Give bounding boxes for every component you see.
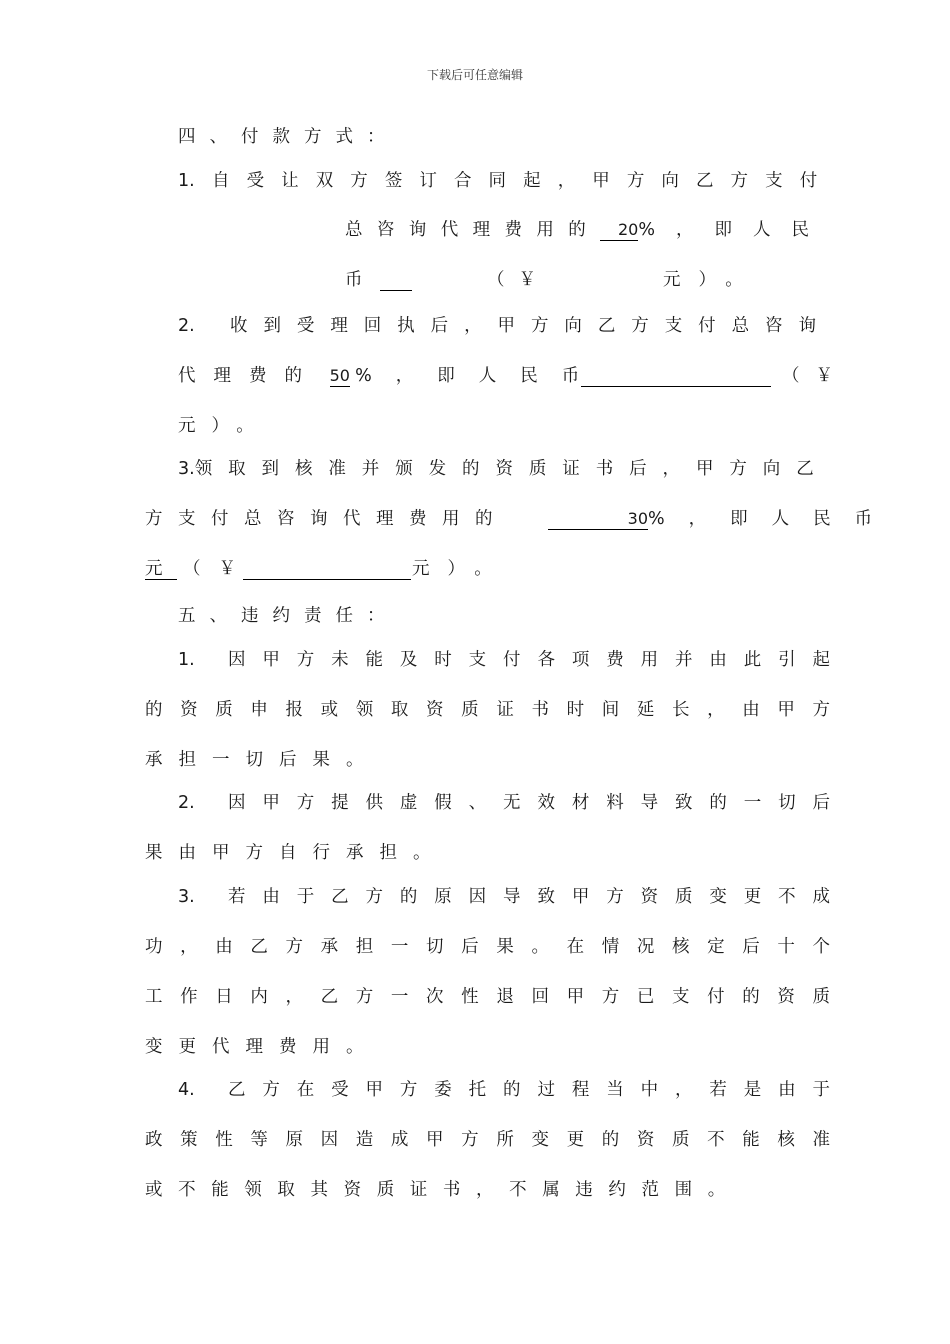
s4-item2-pct: 50	[329, 365, 350, 385]
s4-item2-line3: 元）。	[178, 416, 270, 436]
s5-item4-line3: 或不能领取其资质证书，不属违约范围。	[145, 1180, 741, 1200]
s4-item1-line1	[178, 168, 830, 194]
s5-item3-line1	[178, 884, 830, 910]
s4-item3-line1	[178, 456, 830, 482]
s4-item2-yen: （￥	[782, 366, 849, 386]
s4-item2-line1	[178, 313, 830, 339]
s5-item1-line2: 的资质申报或领取资质证书时间延长，由甲方	[145, 700, 830, 720]
s4-item1-text2a: 总咨询代理费用的	[345, 220, 601, 240]
s4-item1-yuan: 元）。	[663, 270, 761, 290]
page-header: 下载后可任意编辑	[426, 68, 523, 82]
s4-item3-yuan: 元）。	[412, 559, 510, 579]
s4-item3-text1: 领取到核准并颁发的资质证书后，甲方向乙	[194, 459, 827, 479]
s5-item3-line2: 功，由乙方承担一切后果。在情况核定后十个	[145, 937, 830, 957]
s5-item1-num: 1.	[178, 650, 195, 670]
s4-item1-amount-blank	[380, 270, 412, 291]
s4-item1-yen: （￥	[487, 270, 550, 290]
s5-item2-text1: 因甲方提供虚假、无效材料导致的一切后	[228, 793, 830, 813]
s5-item4-text1: 乙方在受甲方委托的过程当中，若是由于	[228, 1080, 830, 1100]
s4-item1-pct: 20	[600, 220, 638, 241]
s5-item1-line1	[178, 647, 830, 673]
s5-item1-text1: 因甲方未能及时支付各项费用并由此引起	[228, 650, 830, 670]
s5-item3-line3: 工作日内，乙方一次性退回甲方已支付的资质	[145, 987, 830, 1007]
s4-item1-text1: 自受让双方签订合同起，甲方向乙方支付	[212, 171, 830, 191]
s4-item2-amount-blank	[581, 366, 771, 387]
s5-item3-text1: 若由于乙方的原因导致甲方资质变更不成	[228, 887, 830, 907]
s4-item3-amount-blank	[243, 559, 411, 580]
s5-item4-num: 4.	[178, 1080, 195, 1100]
s5-item3-num: 3.	[178, 887, 195, 907]
s4-item3-pct: 30	[548, 509, 648, 530]
s4-item3-line2	[145, 506, 897, 532]
s4-item2-text2b: %，即人民币	[355, 366, 604, 386]
s4-item1-num: 1.	[178, 171, 195, 191]
s4-item1-text3a: 币	[345, 270, 363, 290]
s4-item2-text2a: 代理费的	[178, 366, 320, 386]
s5-item2-line1	[178, 790, 830, 816]
s4-item3-line3	[145, 556, 545, 582]
s4-item2-num: 2.	[178, 316, 195, 336]
s4-item3-text2a: 方支付总咨询代理费用的	[145, 509, 508, 529]
s4-item2-text1: 收到受理回执后，甲方向乙方支付总咨询	[230, 316, 830, 336]
s4-item1-line3	[345, 267, 761, 293]
s4-item3-num: 3.	[178, 459, 195, 479]
s5-item2-num: 2.	[178, 793, 195, 813]
s4-item3-text2b: %，即人民币	[648, 509, 897, 529]
s4-item1-text2b: %，即人民	[638, 220, 830, 240]
s4-item3-yen: （￥	[183, 559, 254, 579]
s5-item2-line2: 果由甲方自行承担。	[145, 843, 447, 863]
s5-item3-line4: 变更代理费用。	[145, 1037, 380, 1057]
s5-item4-line1	[178, 1077, 830, 1103]
section-5-title: 五、违约责任：	[178, 606, 399, 626]
s5-item1-line3: 承担一切后果。	[145, 750, 380, 770]
section-4-title: 四、付款方式：	[178, 127, 399, 147]
s4-item2-line2	[178, 363, 849, 389]
s5-item4-line2: 政策性等原因造成甲方所变更的资质不能核准	[145, 1130, 830, 1150]
s4-item3-text3a: 元	[145, 559, 177, 580]
s4-item1-line2	[345, 217, 830, 243]
